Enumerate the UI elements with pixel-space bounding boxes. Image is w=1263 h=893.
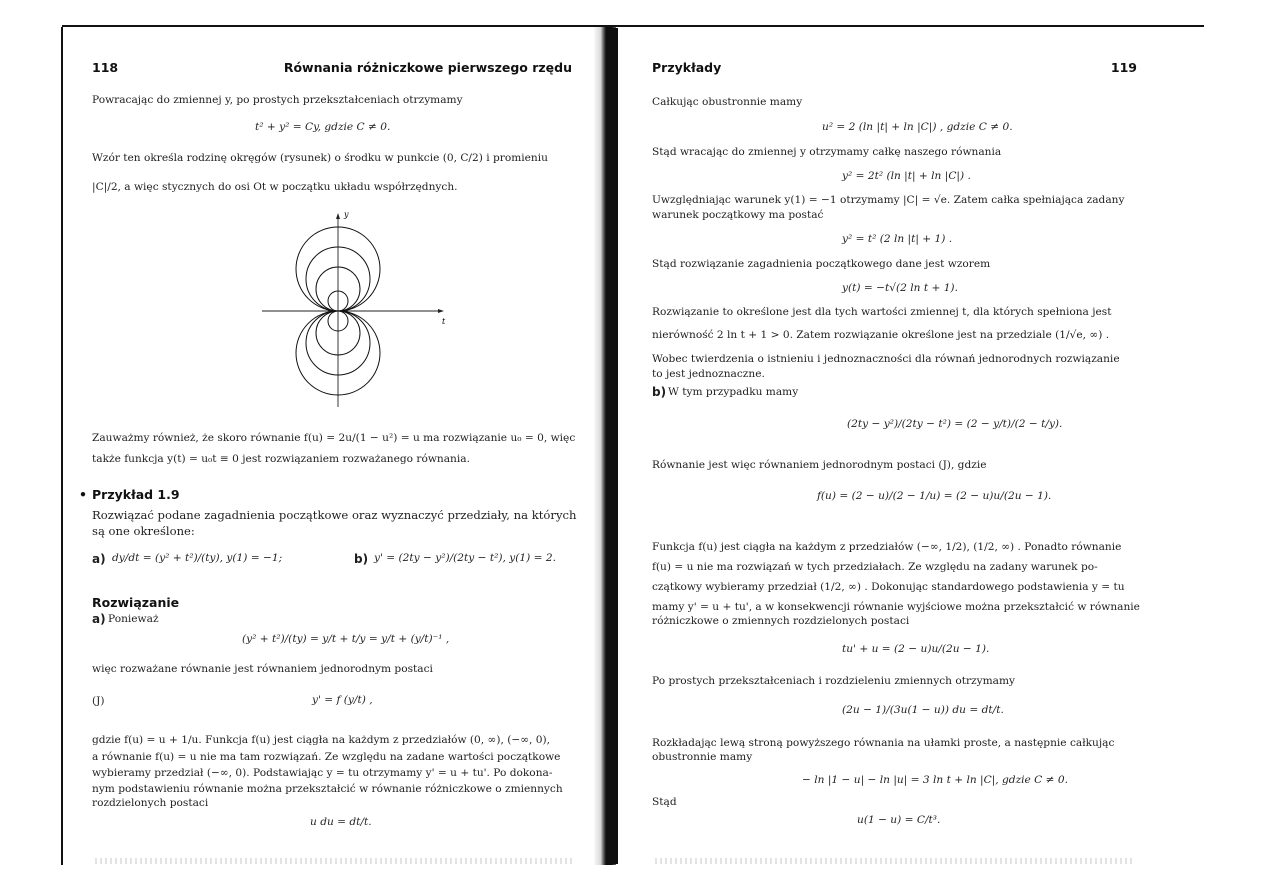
- equation: f(u) = (2 − u)/(2 − 1/u) = (2 − u)u/(2u − 1).: [817, 490, 1052, 502]
- paragraph: czątkowy wybieramy przedział (1/2, ∞) . Dokonując standardowego podstawienia y = tu: [652, 581, 1125, 593]
- equation: tu' + u = (2 − u)u/(2u − 1).: [842, 643, 990, 655]
- page-number: 119: [1110, 60, 1137, 75]
- equation: − ln |1 − u| − ln |u| = 3 ln t + ln |C|, gdzie C ≠ 0.: [802, 774, 1069, 786]
- equation: u du = dt/t.: [310, 816, 372, 828]
- equation: u² = 2 (ln |t| + ln |C|) , gdzie C ≠ 0.: [822, 121, 1013, 133]
- left-border-line: [61, 27, 63, 865]
- paragraph: Uwzględniając warunek y(1) = −1 otrzymamy |C| = √e. Zatem całka spełniająca zadany: [652, 194, 1125, 206]
- paragraph: Ponieważ: [108, 613, 159, 625]
- paragraph: Rozwiązanie to określone jest dla tych wartości zmiennej t, dla których spełniona jest: [652, 306, 1112, 318]
- paragraph: Po prostych przekształceniach i rozdzieleniu zmiennych otrzymamy: [652, 675, 1016, 687]
- paragraph: Stąd: [652, 796, 677, 808]
- paragraph: Wzór ten określa rodzinę okręgów (rysunek) o środku w punkcie (0, C/2) i promieniu: [92, 152, 548, 164]
- paragraph: f(u) = u nie ma rozwiązań w tych przedziałach. Ze względu na zadany warunek po-: [652, 561, 1098, 573]
- paragraph: rozdzielonych postaci: [92, 797, 209, 809]
- example-bullet: •: [79, 487, 87, 502]
- paragraph: nierówność 2 ln t + 1 > 0. Zatem rozwiązanie określone jest na przedziale (1/√e, ∞) .: [652, 329, 1110, 341]
- paragraph: Całkując obustronnie mamy: [652, 96, 803, 108]
- paragraph: Rozwiązać podane zagadnienia początkowe oraz wyznaczyć przedziały, na których: [92, 508, 577, 522]
- circle-family-figure: [252, 205, 492, 410]
- axis-y-label: y: [344, 210, 349, 219]
- equation: u(1 − u) = C/t³.: [857, 814, 941, 826]
- paragraph: a równanie f(u) = u nie ma tam rozwiązań. Ze względu na zadane wartości początkowe: [92, 751, 561, 763]
- paragraph: warunek początkowy ma postać: [652, 209, 824, 221]
- item-label-a: a): [92, 552, 106, 566]
- equation: (2ty − y²)/(2ty − t²) = (2 − y/t)/(2 − t/y).: [847, 418, 1063, 430]
- equation: y' = (2ty − y²)/(2ty − t²), y(1) = 2.: [374, 552, 556, 564]
- running-head: Równania różniczkowe pierwszego rzędu: [283, 60, 572, 75]
- right-page: [652, 0, 1140, 893]
- paragraph: także funkcja y(t) = u₀t ≡ 0 jest rozwiązaniem rozważanego równania.: [92, 453, 470, 465]
- equation: (2u − 1)/(3u(1 − u)) du = dt/t.: [842, 704, 1004, 716]
- paragraph: gdzie f(u) = u + 1/u. Funkcja f(u) jest ciągła na każdym z przedziałów (0, ∞), (−∞, 0),: [92, 734, 551, 746]
- paragraph: są one określone:: [92, 524, 195, 538]
- equation: y² = 2t² (ln |t| + ln |C|) .: [842, 170, 971, 182]
- equation-tag: (J): [92, 695, 105, 707]
- paragraph: obustronnie mamy: [652, 751, 753, 763]
- running-head: Przykłady: [652, 60, 722, 75]
- left-page: [79, 0, 582, 893]
- book-spine-gutter: [606, 28, 618, 864]
- paragraph: Zauważmy również, że skoro równanie f(u) = 2u/(1 − u²) = u ma rozwiązanie u₀ = 0, więc: [92, 432, 576, 444]
- paragraph: Powracając do zmiennej y, po prostych przekształceniach otrzymamy: [92, 94, 463, 106]
- paragraph: mamy y' = u + tu', a w konsekwencji równanie wyjściowe można przekształcić w równanie: [652, 601, 1140, 613]
- page-number: 118: [92, 60, 119, 75]
- equation: y² = t² (2 ln |t| + 1) .: [842, 233, 953, 245]
- item-label-a: a): [92, 612, 106, 626]
- paragraph: Rozkładając lewą stroną powyższego równania na ułamki proste, a następnie całkując: [652, 737, 1115, 749]
- example-title: Przykład 1.9: [92, 487, 180, 502]
- equation: y' = f (y/t) ,: [312, 694, 373, 706]
- item-label-b: b): [354, 552, 369, 566]
- equation: y(t) = −t√(2 ln t + 1).: [842, 282, 958, 294]
- paragraph: Stąd wracając do zmiennej y otrzymamy całkę naszego równania: [652, 146, 1002, 158]
- paragraph: nym podstawieniu równanie można przekształcić w równanie różniczkowe o zmiennych: [92, 783, 563, 795]
- paragraph: Funkcja f(u) jest ciągła na każdym z przedziałów (−∞, 1/2), (1/2, ∞) . Ponadto równanie: [652, 541, 1122, 553]
- equation: dy/dt = (y² + t²)/(ty), y(1) = −1;: [112, 552, 283, 564]
- item-label-b: b): [652, 385, 667, 399]
- paragraph: wybieramy przedział (−∞, 0). Podstawiając y = tu otrzymamy y' = u + tu'. Po dokona-: [92, 767, 553, 779]
- paragraph: Wobec twierdzenia o istnieniu i jednoznaczności dla równań jednorodnych rozwiązanie: [652, 353, 1120, 365]
- paragraph: więc rozważane równanie jest równaniem jednorodnym postaci: [92, 663, 433, 675]
- equation: (y² + t²)/(ty) = y/t + t/y = y/t + (y/t)⁻¹ ,: [242, 633, 450, 645]
- paragraph: |C|/2, a więc stycznych do osi Ot w początku układu współrzędnych.: [92, 181, 458, 193]
- paragraph: to jest jednoznaczne.: [652, 368, 765, 380]
- paragraph: różniczkowe o zmiennych rozdzielonych postaci: [652, 615, 910, 627]
- solution-title: Rozwiązanie: [92, 595, 180, 610]
- paragraph: W tym przypadku mamy: [668, 386, 799, 398]
- paragraph: Stąd rozwiązanie zagadnienia początkowego dane jest wzorem: [652, 258, 991, 270]
- axis-t-label: t: [442, 317, 446, 326]
- equation: t² + y² = Cy, gdzie C ≠ 0.: [255, 121, 391, 133]
- paragraph: Równanie jest więc równaniem jednorodnym postaci (J), gdzie: [652, 459, 987, 471]
